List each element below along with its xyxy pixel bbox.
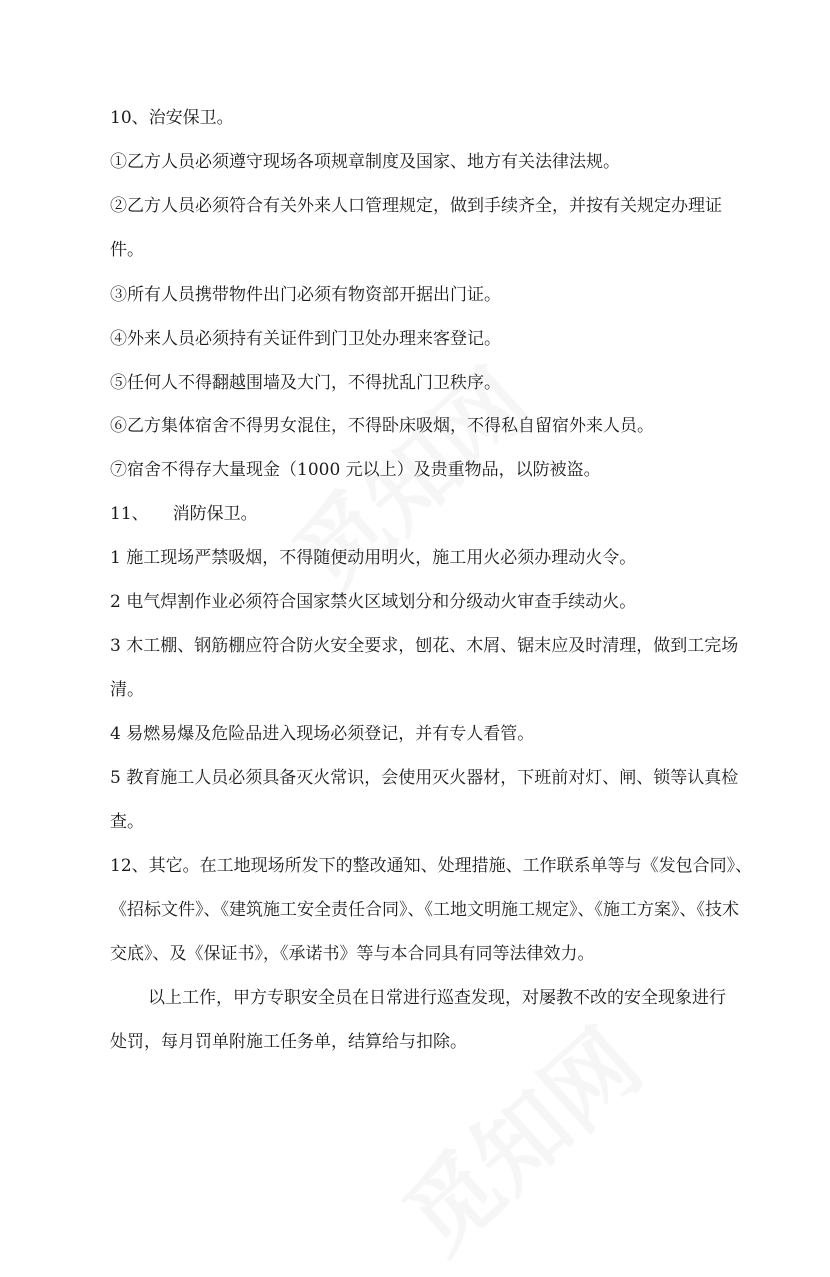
paragraph-line: 《招标文件》、《建筑施工安全责任合同》、《工地文明施工规定》、《施工方案》、《技术 (110, 900, 739, 920)
paragraph-line: ⑦宿舍不得存大量现金（1000 元以上）及贵重物品，以防被盗。 (110, 460, 601, 480)
paragraph-line: 4 易燃易爆及危险品进入现场必须登记，并有专人看管。 (110, 724, 535, 744)
closing-paragraph-line: 以上工作，甲方专职安全员在日常进行巡查发现，对屡教不改的安全现象进行 (148, 988, 726, 1008)
paragraph-line: 3 木工棚、钢筋棚应符合防火安全要求，刨花、木屑、锯末应及时清理，做到工完场 (110, 636, 739, 656)
section-10-heading: 10、治安保卫。 (110, 108, 234, 128)
paragraph-line: 清。 (110, 680, 144, 700)
paragraph-line: ②乙方人员必须符合有关外来人口管理规定，做到手续齐全，并按有关规定办理证 (110, 196, 722, 216)
section-11-number: 11、 (110, 504, 149, 524)
paragraph-line: ③所有人员携带物件出门必须有物资部开据出门证。 (110, 285, 501, 305)
paragraph-line: ⑤任何人不得翻越围墙及大门，不得扰乱门卫秩序。 (110, 373, 501, 393)
paragraph-line: 5 教育施工人员必须具备灭火常识，会使用灭火器材，下班前对灯、闸、锁等认真检 (110, 768, 739, 788)
section-11-title: 消防保卫。 (172, 504, 258, 524)
section-12-line: 12、其它。在工地现场所发下的整改通知、处理措施、工作联系单等与《发包合同》、 (110, 856, 753, 876)
paragraph-line: ①乙方人员必须遵守现场各项规章制度及国家、地方有关法律法规。 (110, 152, 620, 172)
paragraph-line: ④外来人员必须持有关证件到门卫处办理来客登记。 (110, 329, 501, 349)
closing-paragraph-line: 处罚，每月罚单附施工任务单，结算给与扣除。 (110, 1032, 467, 1052)
paragraph-line: 件。 (110, 240, 144, 260)
paragraph-line: ⑥乙方集体宿舍不得男女混住，不得卧床吸烟，不得私自留宿外来人员。 (110, 416, 654, 436)
section-11-heading (110, 502, 258, 526)
paragraph-line: 交底》、及《保证书》，《承诺书》等与本合同具有同等法律效力。 (110, 944, 595, 964)
paragraph-line: 2 电气焊割作业必须符合国家禁火区域划分和分级动火审查手续动火。 (110, 592, 637, 612)
paragraph-line: 1 施工现场严禁吸烟，不得随便动用明火，施工用火必须办理动火令。 (110, 548, 637, 568)
paragraph-line: 查。 (110, 812, 144, 832)
